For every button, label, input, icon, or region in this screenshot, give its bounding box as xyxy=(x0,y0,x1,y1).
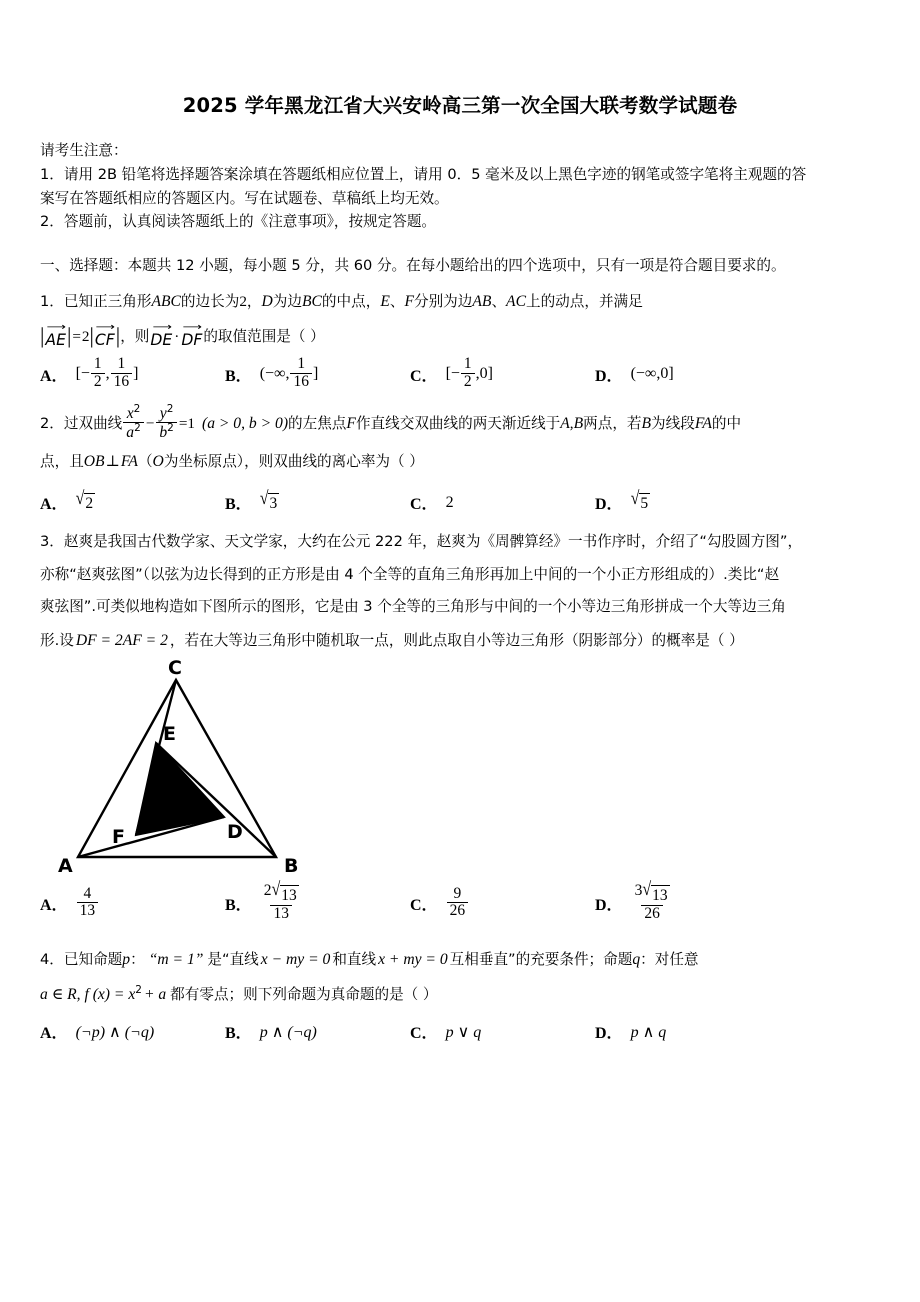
q4-text-c: 和直线 xyxy=(332,951,377,969)
fraction: $\frac{1}{16}$ xyxy=(111,356,133,390)
q3-option-a[interactable]: A． $\frac{4}{13}$ xyxy=(40,887,225,921)
page-title: 2025 学年黑龙江省大兴安岭高三第一次全国大联考数学试题卷 xyxy=(182,94,738,117)
q4-option-a[interactable]: A． (¬p) ∧ (¬q) xyxy=(40,1023,155,1043)
q1-text-f: 、 xyxy=(389,293,405,311)
q2-option-d[interactable]: D． √ 5 xyxy=(595,491,650,514)
q2-text-c: 作直线交双曲线的两天渐近线于 xyxy=(355,414,561,432)
perpendicular-symbol: ⊥ xyxy=(105,452,120,470)
label-B: B xyxy=(284,855,299,876)
fraction: 3 √ 13 26 xyxy=(634,879,668,922)
square-root: √ 3 xyxy=(260,492,280,514)
q2-option-b[interactable]: B． √ 3 xyxy=(225,491,410,514)
question-2: 2．过双曲线 $\frac{x^2}{a^2}$ − $\frac{y^2}{b^2}$ =1 (a > 0, b > 0)的左焦点F作直线交双曲线的两天渐近线于A,B两点，若B为线段FA的中 xyxy=(40,402,742,442)
radical-icon: √ xyxy=(75,488,85,509)
fraction-x2-a2: $\frac{x^2}{a^2}$ xyxy=(123,404,143,442)
q1-text-i: 上的动点，并满足 xyxy=(525,293,643,311)
q1-number: 1． xyxy=(40,293,64,311)
q1-coefficient: 2 xyxy=(81,327,90,345)
q1-text-a: 已知正三角形 xyxy=(63,293,152,311)
square-root: √ 5 xyxy=(631,492,651,514)
q4-proposition-q: q xyxy=(632,951,641,969)
q1-option-d[interactable]: D． ( −∞ , 0 ] xyxy=(595,365,674,385)
q3-option-b[interactable]: B． 2 √ 13 13 xyxy=(225,884,410,923)
question-3-options xyxy=(40,879,880,923)
q2-point-b: B xyxy=(573,414,584,432)
label-C: C xyxy=(168,660,182,680)
radical-icon: √ xyxy=(642,879,652,901)
label-F: F xyxy=(112,826,125,849)
q4-text-b: 是“直线 xyxy=(207,951,259,969)
q1-segment-bc: BC xyxy=(301,293,322,311)
q1-point-e: E xyxy=(380,293,390,311)
q4-p-statement: “m = 1” xyxy=(148,951,204,969)
fraction: $\frac{1}{2}$ xyxy=(91,356,105,390)
q2-segment-fa: FA xyxy=(694,414,712,432)
q3-option-d[interactable]: D． 3 √ 13 26 xyxy=(595,884,674,923)
q4-option-b[interactable]: B． p ∧ (¬q) xyxy=(225,1023,317,1043)
q1-side-length: 2 xyxy=(239,293,247,311)
question-3-line-4 xyxy=(40,626,880,656)
q1-text-h: 、 xyxy=(491,293,507,311)
q1-segment-ab: AB xyxy=(472,293,492,311)
question-4 xyxy=(40,945,880,975)
triangle-diagram-svg xyxy=(56,660,336,875)
vector-df: ⟶ DF xyxy=(181,321,203,349)
question-4-options xyxy=(40,1020,880,1043)
q4-number: 4． xyxy=(40,951,64,969)
notice-line-1: 1．请用 2B 铅笔将选择题答案涂填在答题纸相应位置上，请用 0．5 毫米及以上黑色字迹的钢笔或签字笔将主观题的答 xyxy=(40,166,807,184)
q4-line-2-equation: x + my = 0 xyxy=(378,951,448,969)
abs-bar-left: | xyxy=(40,323,45,349)
q3-line4-a: 形.设 xyxy=(40,631,74,649)
q4-option-d[interactable]: D． p ∧ q xyxy=(595,1023,667,1043)
question-3-line-3: 爽弦图”.可类似地构造如下图所示的图形，它是由 3 个全等的三角形与中间的一个小等边三角形拼成一个大等边三角 xyxy=(40,598,786,616)
q4-function-tail: + a xyxy=(143,985,167,1003)
q3-given-lengths: DF = 2AF = 2 xyxy=(75,631,168,649)
q4-text-a: 已知命题 xyxy=(63,951,123,969)
vector-arrow-icon: ⟶ xyxy=(182,321,201,333)
q4-line2-text: 都有零点；则下列命题为真命题的是（ ） xyxy=(170,985,438,1003)
square-root: √ 13 xyxy=(642,883,669,905)
q1-text-e: 的中点， xyxy=(321,293,381,311)
q4-line-1-equation: x − my = 0 xyxy=(260,951,331,969)
q1-dot-product xyxy=(149,322,203,352)
notice-line-2: 案写在答题纸相应的答题区内。写在试题卷、草稿纸上均无效。 xyxy=(40,189,449,207)
abs-bar-right: | xyxy=(66,323,72,349)
q2-origin-o: O xyxy=(152,452,164,470)
question-2-line-2 xyxy=(40,447,880,477)
notice-line-3: 2．答题前，认真阅读答题纸上的《注意事项》，按规定答题。 xyxy=(40,213,437,231)
square-root: √ 2 xyxy=(76,492,96,514)
q2-line2-b: （ xyxy=(137,452,153,470)
abs-bar-left-2: | xyxy=(89,323,94,349)
q1-text-d: 为边 xyxy=(272,293,302,311)
q2-text-b: 的左焦点 xyxy=(288,414,347,432)
q4-text-d: 互相垂直”的充要条件；命题 xyxy=(449,951,633,969)
question-4-line-2 xyxy=(40,980,880,1010)
q3-option-c[interactable]: C． $\frac{9}{26}$ xyxy=(410,887,595,921)
q1-text-g: 分别为边 xyxy=(413,293,473,311)
fraction: $\frac{1}{2}$ xyxy=(461,356,475,390)
q3-line-1: 赵爽是我国古代数学家、天文学家，大约在公元 222 年，赵爽为《周髀算经》一书作序时，介绍了“勾股圆方图”， xyxy=(63,533,803,551)
q4-function-definition: a ∈ R, f (x) = x xyxy=(40,985,136,1003)
q1-option-a[interactable]: A． [ − $\frac{1}{2}$ , $\frac{1}{16}$ ] xyxy=(40,355,139,390)
q2-option-a[interactable]: A． √ 2 xyxy=(40,491,225,514)
q2-point-b2: B xyxy=(641,414,652,432)
q2-condition: (a > 0, b > 0) xyxy=(202,414,289,432)
vector-ae: ⟶ AE xyxy=(45,321,66,349)
q1-triangle-abc: ABC xyxy=(151,293,181,311)
vector-arrow-icon: ⟶ xyxy=(95,321,114,333)
q1-point-f: F xyxy=(404,293,414,311)
vector-de: ⟶ DE xyxy=(150,321,173,349)
q4-colon-2: ：对任意 xyxy=(640,951,699,969)
q1-equals: = xyxy=(72,327,81,345)
question-3-line-2: 亦称“赵爽弦图”（以弦为边长得到的正方形是由 4 个全等的直角三角形再加上中间的一个小正方形组成的）.类比“赵 xyxy=(40,565,780,583)
square-root: √ 13 xyxy=(271,883,298,905)
q2-text-d: 两点，若 xyxy=(583,414,642,432)
question-3 xyxy=(40,528,880,556)
q4-colon: ： xyxy=(130,951,145,969)
q3-line4-b: ，若在大等边三角形中随机取一点，则此点取自小等边三角形（阴影部分）的概率是（ ） xyxy=(169,631,744,649)
q3-number: 3． xyxy=(40,533,64,551)
radical-icon: √ xyxy=(259,488,269,509)
q1-segment-ac: AC xyxy=(506,293,526,311)
abs-bar-right-2: | xyxy=(115,323,121,349)
q2-segment-fa-2: FA xyxy=(120,452,138,470)
radical-icon: √ xyxy=(271,879,281,901)
question-1 xyxy=(40,287,880,317)
q1-text-j: ，则 xyxy=(120,327,150,345)
q2-number: 2． xyxy=(40,414,64,432)
q2-line2-c: 为坐标原点），则双曲线的离心率为（ ） xyxy=(163,452,424,470)
q2-hyperbola-equation: $\frac{x^2}{a^2}$ − $\frac{y^2}{b^2}$ =1 xyxy=(122,405,196,443)
candidate-notice xyxy=(40,139,880,234)
question-2-options xyxy=(40,488,880,514)
question-1-formula-line xyxy=(40,322,880,352)
fraction: $\frac{4}{13}$ xyxy=(77,886,99,920)
label-D: D xyxy=(227,821,243,844)
q4-exponent: 2 xyxy=(135,983,142,996)
q1-text-b: 的边长为 xyxy=(180,293,240,311)
vector-cf: ⟶ CF xyxy=(94,321,115,349)
vector-arrow-icon: ⟶ xyxy=(46,321,65,333)
fraction: $\frac{9}{26}$ xyxy=(447,886,469,920)
q2-focus-f: F xyxy=(346,414,356,432)
question-1-options xyxy=(40,357,880,391)
zhaoshuang-triangle-figure xyxy=(56,660,880,880)
q2-point-a: A xyxy=(560,414,570,432)
notice-heading: 请考生注意： xyxy=(40,142,128,160)
q2-text-f: 的中 xyxy=(711,414,742,432)
q2-line2-a: 点，且 xyxy=(40,452,84,470)
fraction-y2-b2: $\frac{y^2}{b^2}$ xyxy=(156,404,176,442)
label-E: E xyxy=(163,723,176,746)
q2-segment-ob: OB xyxy=(83,452,105,470)
vector-arrow-icon: ⟶ xyxy=(152,321,171,333)
q1-option-b[interactable]: B． ( −∞ , $\frac{1}{16}$ ] xyxy=(225,355,319,390)
section-heading-multiple-choice: 一、选择题：本题共 12 小题，每小题 5 分，共 60 分。在每小题给出的四个选项中，只有一项是符合题目要求的。 xyxy=(40,256,786,274)
q2-option-c[interactable]: C． 2 xyxy=(410,493,454,514)
q4-option-c[interactable]: C． p ∨ q xyxy=(410,1023,482,1043)
radical-icon: √ xyxy=(630,488,640,509)
q1-text-c: ， xyxy=(246,293,262,311)
q4-proposition-p: p xyxy=(122,951,131,969)
fraction: 2 √ 13 13 xyxy=(263,879,297,922)
fraction: $\frac{1}{16}$ xyxy=(290,356,312,390)
q1-text-k: 的取值范围是（ ） xyxy=(203,327,325,345)
q2-text-a: 过双曲线 xyxy=(63,414,123,432)
q1-option-c[interactable]: C． [ − $\frac{1}{2}$ , 0 ] xyxy=(410,355,493,390)
q1-vector-equation xyxy=(40,322,120,352)
q1-dot-operator: · xyxy=(174,327,180,345)
q2-text-e: 为线段 xyxy=(651,414,695,432)
q1-point-d: D xyxy=(261,293,273,311)
label-A: A xyxy=(58,855,73,876)
